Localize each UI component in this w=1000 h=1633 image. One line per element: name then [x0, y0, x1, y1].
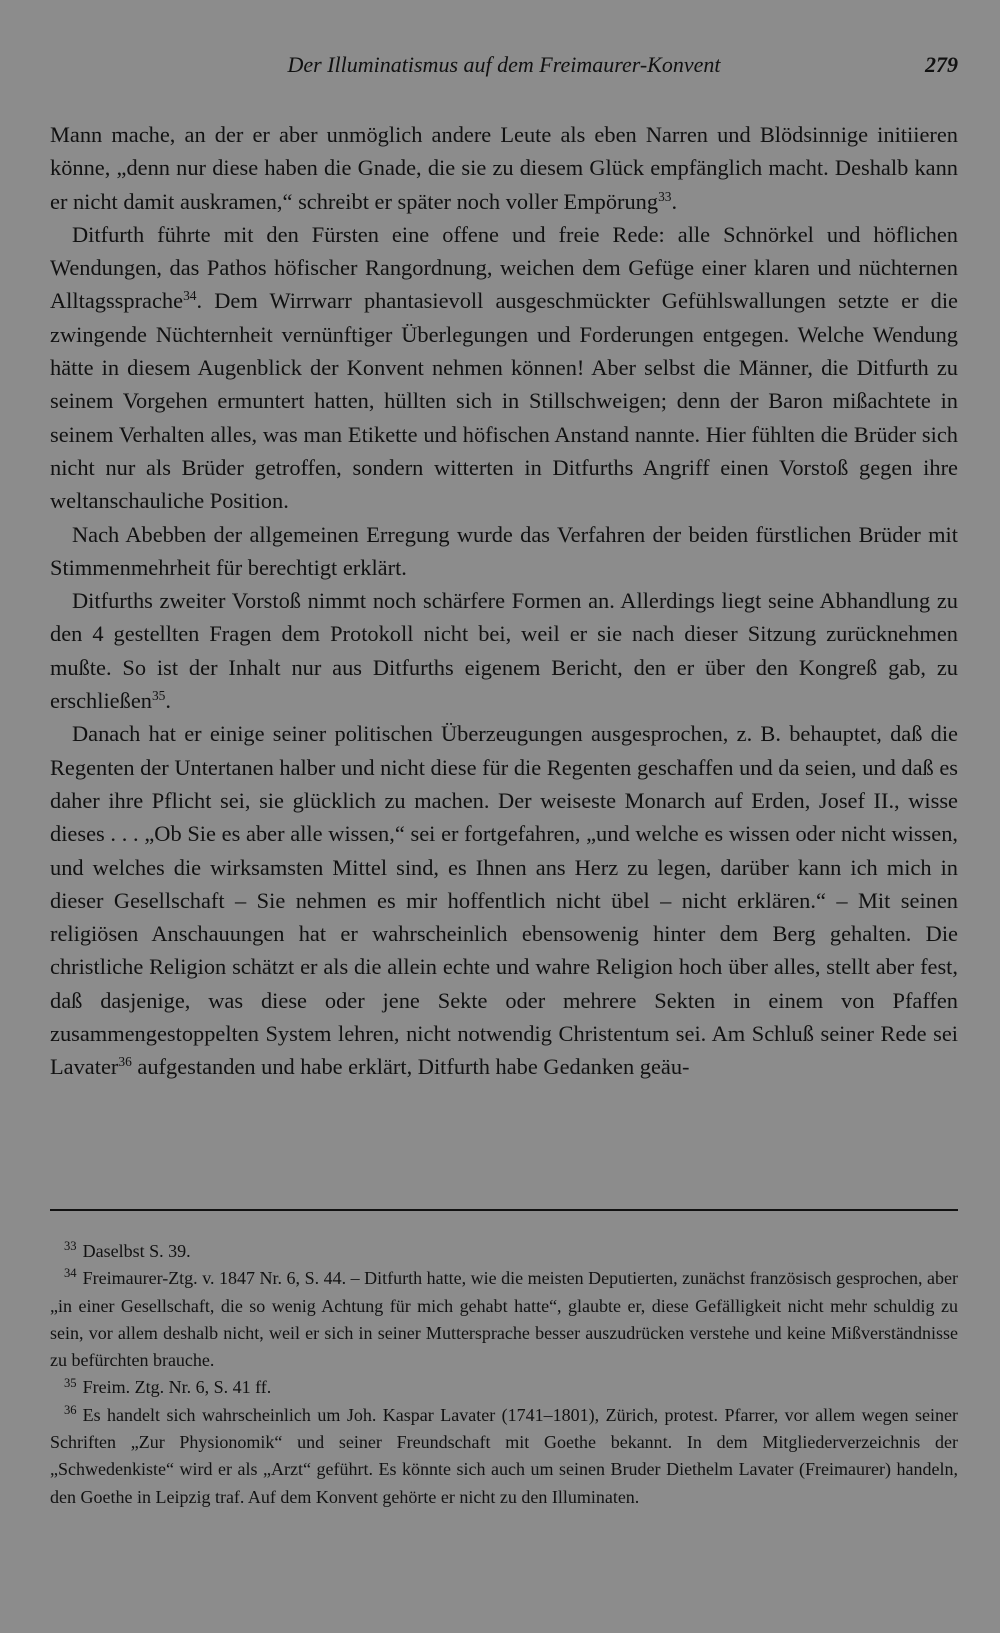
page-header [50, 48, 958, 82]
footnote-ref[interactable]: 36 [118, 1054, 132, 1070]
footnote-number: 33 [64, 1239, 77, 1254]
paragraph: Danach hat er einige seiner politischen Überzeugungen ausgesprochen, z. B. behauptet, daß die Regenten der Untertanen halber und nicht diese für die Regenten geschaffen und da seien, und daß es daher ihre Pflicht sei, sie glücklich zu machen. Der weiseste Monarch auf Erden, Josef II., wisse dieses . . . „Ob Sie es aber alle wissen,“ sei er fortgefahren, „und welche es wissen oder nicht wissen, und welches die wirksamsten Mittel sind, es Ihnen ans Herz zu legen, darüber kann ich mich in dieser Gesellschaft – Sie nehmen es mir hoffentlich nicht übel – nicht erklären.“ – Mit seinen religiösen Anschauungen hat er wahrscheinlich ebensowenig hinter dem Berg gehalten. Die christliche Religion schätzt er als die allein echte und wahre Religion hoch über alles, stellt aber fest, daß dasjenige, was diese oder jene Sekte oder mehrere Sekten in einem von Pfaffen zusammengestoppelten System lehren, nicht notwendig Christentum sei. Am Schluß seiner Rede sei Lavater$^{36}$ aufgestanden und habe erklärt, Ditfurth habe Gedanken geäu- [50, 721, 958, 1080]
footnotes [50, 1238, 958, 1511]
page-number: 279 [925, 52, 958, 77]
footnote-number: 36 [64, 1402, 77, 1417]
footnote: $^{36}$ Es handelt sich wahrscheinlich um Joh. Kaspar Lavater (1741–1801), Zürich, protest. Pfarrer, vor allem wegen seiner Schriften „Zur Physionomik“ und seiner Freundschaft mit Goethe bekannt. In dem Mitgliederverzeichnis der „Schwedenkiste“ wird er als „Arzt“ geführt. Es könnte sich auch um seinen Bruder Diethelm Lavater (Freimaurer) handeln, den Goethe in Leipzig traf. Auf dem Konvent gehörte er nicht zu den Illuminaten. [50, 1402, 958, 1507]
footnote: $^{35}$ Freim. Ztg. Nr. 6, S. 41 ff. [64, 1375, 272, 1398]
body-text [50, 118, 958, 1084]
paragraph: Mann mache, an der er aber unmöglich andere Leute als eben Narren und Blödsinnige initiieren könne, „denn nur diese haben die Gnade, die sie zu diesem Glück empfänglich macht. Deshalb kann er nicht damit auskramen,“ schreibt er später noch voller Empörung$^{33}$. [50, 122, 958, 214]
footnote: $^{33}$ Daselbst S. 39. [64, 1239, 191, 1261]
footnote-divider [50, 1209, 958, 1211]
paragraph: Ditfurths zweiter Vorstoß nimmt noch schärfere Formen an. Allerdings liegt seine Abhandlung zu den 4 gestellten Fragen dem Protokoll nicht bei, weil er sie nach dieser Sitzung zurücknehmen mußte. So ist der Inhalt nur aus Ditfurths eigenem Bericht, den er über den Kongreß gab, zu erschließen$^{35}$. [50, 588, 958, 714]
footnote: $^{34}$ Freimaurer-Ztg. v. 1847 Nr. 6, S. 44. – Ditfurth hatte, wie die meisten Deputierten, zunächst französisch gesprochen, aber „in einer Gesellschaft, die so wenig Achtung für mich gehabt hatte“, glaubte er, diese Gefälligkeit nicht mehr schuldig zu sein, vor allem deshalb nicht, weil er sich in seiner Muttersprache besser auszudrücken verstehe und keine Mißverständnisse zu befürchten brauche. [50, 1266, 958, 1371]
running-title: Der Illuminatismus auf dem Freimaurer-Konvent [287, 52, 721, 77]
footnote-ref[interactable]: 33 [658, 188, 672, 204]
footnote-ref[interactable]: 34 [183, 288, 197, 304]
footnote-number: 35 [64, 1375, 77, 1390]
paragraph: Ditfurth führte mit den Fürsten eine offene und freie Rede: alle Schnörkel und höflichen Wendungen, das Pathos höfischer Rangordnung, weichen dem Gefüge einer klaren und nüchternen Alltagssprache$^{34}$. Dem Wirrwarr phantasievoll ausgeschmückter Gefühlswallungen setzte er die zwingende Nüchternheit vernünftiger Überlegungen und Forderungen entgegen. Welche Wendung hätte in diesem Augenblick der Konvent nehmen können! Aber selbst die Männer, die Ditfurth zu seinem Vorgehen ermuntert hatten, hüllten sich in Stillschweigen; denn der Baron mißachtete in seinem Verhalten alles, was man Etikette und höfischen Anstand nannte. Hier fühlten die Brüder sich nicht nur als Brüder getroffen, sondern witterten in Ditfurths Angriff einen Vorstoß gegen ihre weltanschauliche Position. [50, 221, 958, 514]
footnote-ref[interactable]: 35 [151, 687, 166, 703]
footnote-number: 34 [64, 1266, 77, 1281]
paragraph: Nach Abebben der allgemeinen Erregung wurde das Verfahren der beiden fürstlichen Brüder mit Stimmenmehrheit für berechtigt erklärt. [50, 521, 958, 580]
